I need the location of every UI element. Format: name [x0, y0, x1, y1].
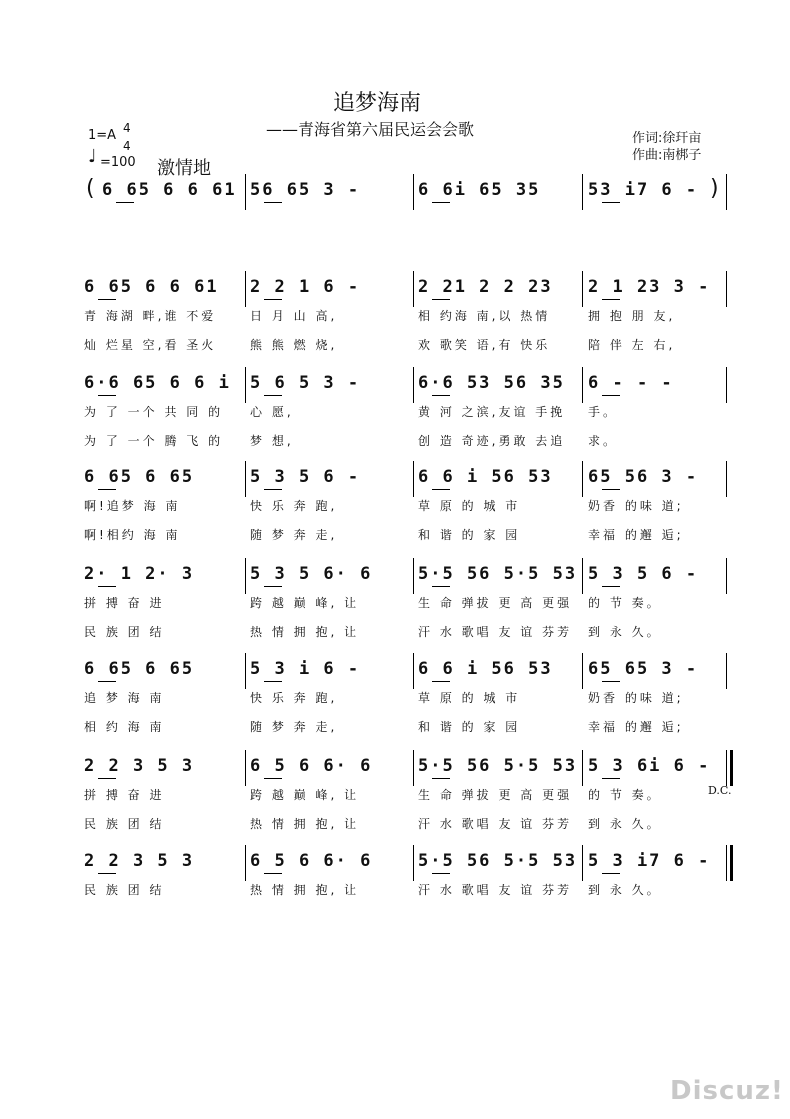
barline: [245, 845, 246, 881]
measure-notes: 65 65 3 -: [588, 659, 699, 679]
lyric-text: 民 族 团 结: [84, 817, 165, 831]
beam-underline: [432, 778, 450, 779]
measure-notes: 6 65 6 6 61: [84, 277, 219, 297]
beam-underline: [602, 586, 620, 587]
lyric-text: 生 命 弹拔 更 高 更强: [418, 788, 573, 802]
barline: [413, 558, 414, 594]
lyric-text: 拥 抱 朋 友,: [588, 309, 676, 323]
barline: [413, 174, 414, 210]
lyric-text: 手。: [588, 405, 619, 419]
beam-underline: [602, 873, 620, 874]
lyric-text: 热 情 拥 抱, 让: [250, 625, 360, 639]
measure-notes: 5·5 56 5·5 53: [418, 564, 578, 584]
barline: [726, 367, 727, 403]
barline: [726, 845, 727, 881]
quarter-note-icon: ♩: [88, 146, 97, 167]
barline: [413, 653, 414, 689]
measure-notes: 6 6 i 56 53: [418, 467, 553, 487]
measure-notes: 6 65 6 6 61: [102, 180, 237, 200]
notation-row: [0, 176, 790, 204]
barline: [245, 271, 246, 307]
beam-underline: [602, 299, 620, 300]
measure-notes: 2 21 2 2 23: [418, 277, 553, 297]
measure-notes: 56 65 3 -: [250, 180, 361, 200]
barline: [726, 750, 727, 786]
notation-row: [0, 277, 790, 352]
measure-notes: 5 3 6i 6 -: [588, 756, 711, 776]
lyric-text: 灿 烂星 空,看 圣火: [84, 338, 217, 352]
barline: [245, 653, 246, 689]
final-barline: [730, 750, 733, 786]
lyric-text: 熊 熊 燃 烧,: [250, 338, 338, 352]
lyric-text: 跨 越 巅 峰, 让: [250, 596, 360, 610]
beam-underline: [116, 202, 134, 203]
notation-row: [0, 851, 790, 897]
lyric-text: 梦 想,: [250, 434, 294, 448]
lyric-text: 热 情 拥 抱, 让: [250, 817, 360, 831]
measure-notes: 5 3 5 6 -: [588, 564, 699, 584]
lyric-text: 到 永 久。: [588, 817, 662, 831]
beam-underline: [98, 586, 116, 587]
lyric-text: 和 谐 的 家 园: [418, 528, 521, 542]
lyric-text: 汗 水 歌唱 友 谊 芬芳: [418, 625, 573, 639]
measure-notes: 5 6 5 3 -: [250, 373, 361, 393]
lyric-text: 欢 歌笑 语,有 快乐: [418, 338, 551, 352]
beam-underline: [432, 395, 450, 396]
beam-underline: [98, 778, 116, 779]
measure-notes: 65 56 3 -: [588, 467, 699, 487]
notation-row: [0, 756, 790, 831]
measure-notes: 5 3 i 6 -: [250, 659, 361, 679]
lyric-text: 求。: [588, 434, 619, 448]
lyric-text: 为 了 一个 共 同 的: [84, 405, 224, 419]
lyric-text: 相 约海 南,以 热情: [418, 309, 551, 323]
lyric-text: 民 族 团 结: [84, 883, 165, 897]
lyric-text: 青 海湖 畔,谁 不爱: [84, 309, 217, 323]
barline: [726, 558, 727, 594]
lyric-text: 的 节 奏。: [588, 596, 662, 610]
measure-notes: 6 65 6 65: [84, 467, 195, 487]
measure-notes: 6 65 6 65: [84, 659, 195, 679]
lyric-text: 陪 伴 左 右,: [588, 338, 676, 352]
barline: [413, 845, 414, 881]
notation-row: [0, 659, 790, 734]
barline: [582, 461, 583, 497]
beam-underline: [602, 681, 620, 682]
beam-underline: [602, 202, 620, 203]
beam-underline: [264, 681, 282, 682]
song-subtitle: ——青海省第六届民运会会歌: [266, 120, 475, 139]
barline: [413, 750, 414, 786]
tempo-marking: =100: [100, 155, 136, 170]
barline: [582, 367, 583, 403]
lyric-text: 的 节 奏。: [588, 788, 662, 802]
beam-underline: [98, 873, 116, 874]
time-signature-bottom: 4: [123, 139, 131, 153]
lyric-text: 幸福 的邂 逅;: [588, 720, 684, 734]
barline: [245, 558, 246, 594]
measure-notes: 2 1 23 3 -: [588, 277, 711, 297]
measure-notes: 2· 1 2· 3: [84, 564, 195, 584]
lyric-text: 日 月 山 高,: [250, 309, 338, 323]
notation-row: [0, 373, 790, 448]
measure-notes: 5 3 i7 6 -: [588, 851, 711, 871]
lyric-text: 黄 河 之滨,友谊 手挽: [418, 405, 566, 419]
measure-notes: 6 - - -: [588, 373, 674, 393]
beam-underline: [602, 778, 620, 779]
beam-underline: [98, 299, 116, 300]
lyric-text: 快 乐 奔 跑,: [250, 499, 338, 513]
expression-marking: 激情地: [157, 158, 211, 179]
barline: [245, 750, 246, 786]
measure-notes: 6 6i 65 35: [418, 180, 541, 200]
barline: [413, 271, 414, 307]
barline: [726, 653, 727, 689]
notation-row: [0, 564, 790, 639]
barline: [582, 174, 583, 210]
lyric-text: 到 永 久。: [588, 625, 662, 639]
beam-underline: [432, 299, 450, 300]
beam-underline: [432, 873, 450, 874]
barline: [726, 174, 727, 210]
song-title: 追梦海南: [333, 91, 422, 116]
lyric-text: 心 愿,: [250, 405, 294, 419]
beam-underline: [98, 489, 116, 490]
lyric-text: 汗 水 歌唱 友 谊 芬芳: [418, 883, 573, 897]
lyric-text: 幸福 的邂 逅;: [588, 528, 684, 542]
measure-notes: 6·6 53 56 35: [418, 373, 565, 393]
beam-underline: [602, 489, 620, 490]
measure-notes: 6·6 65 6 6 i: [84, 373, 231, 393]
measure-notes: 53 i7 6 -: [588, 180, 699, 200]
lyric-text: 快 乐 奔 跑,: [250, 691, 338, 705]
beam-underline: [264, 586, 282, 587]
beam-underline: [264, 778, 282, 779]
lyric-text: 为 了 一个 腾 飞 的: [84, 434, 224, 448]
lyric-text: 随 梦 奔 走,: [250, 528, 338, 542]
dc-marking: D.C.: [708, 784, 732, 797]
beam-underline: [264, 299, 282, 300]
lyric-text: 热 情 拥 抱, 让: [250, 883, 360, 897]
lyric-text: 到 永 久。: [588, 883, 662, 897]
measure-notes: 6 5 6 6· 6: [250, 756, 373, 776]
barline: [582, 845, 583, 881]
lyric-text: 草 原 的 城 市: [418, 691, 521, 705]
barline: [413, 367, 414, 403]
lyric-text: 和 谐 的 家 园: [418, 720, 521, 734]
lyric-text: 跨 越 巅 峰, 让: [250, 788, 360, 802]
beam-underline: [98, 681, 116, 682]
measure-notes: 6 6 i 56 53: [418, 659, 553, 679]
lyric-text: 拼 搏 奋 进: [84, 596, 165, 610]
beam-underline: [432, 489, 450, 490]
barline: [245, 174, 246, 210]
barline: [726, 461, 727, 497]
measure-notes: 2 2 3 5 3: [84, 851, 195, 871]
beam-underline: [432, 202, 450, 203]
lyric-text: 奶香 的味 道;: [588, 499, 684, 513]
lyric-text: 啊!相约 海 南: [84, 528, 181, 542]
lyric-text: 奶香 的味 道;: [588, 691, 684, 705]
watermark: Discuz!: [670, 1076, 784, 1106]
beam-underline: [264, 202, 282, 203]
beam-underline: [98, 395, 116, 396]
lyricist-credit: 作词:徐玕亩: [632, 131, 702, 146]
measure-notes: 5 3 5 6 -: [250, 467, 361, 487]
lyric-text: 创 造 奇迹,勇敢 去追: [418, 434, 566, 448]
lyric-text: 汗 水 歌唱 友 谊 芬芳: [418, 817, 573, 831]
measure-notes: 6 5 6 6· 6: [250, 851, 373, 871]
measure-notes: 5·5 56 5·5 53: [418, 851, 578, 871]
lyric-text: 追 梦 海 南: [84, 691, 165, 705]
beam-underline: [432, 681, 450, 682]
barline: [726, 271, 727, 307]
lyric-text: 草 原 的 城 市: [418, 499, 521, 513]
barline: [245, 367, 246, 403]
measure-notes: 5 3 5 6· 6: [250, 564, 373, 584]
composer-credit: 作曲:南梆子: [632, 148, 702, 163]
beam-underline: [264, 395, 282, 396]
lyric-text: 相 约 海 南: [84, 720, 165, 734]
beam-underline: [264, 873, 282, 874]
lyric-text: 随 梦 奔 走,: [250, 720, 338, 734]
barline: [245, 461, 246, 497]
beam-underline: [602, 395, 620, 396]
measure-notes: 5·5 56 5·5 53: [418, 756, 578, 776]
measure-notes: 2 2 1 6 -: [250, 277, 361, 297]
time-signature-top: 4: [123, 121, 131, 135]
key-signature: 1=A: [88, 128, 117, 143]
open-paren: (: [86, 176, 95, 201]
barline: [582, 750, 583, 786]
lyric-text: 生 命 弹拔 更 高 更强: [418, 596, 573, 610]
beam-underline: [264, 489, 282, 490]
final-barline: [730, 845, 733, 881]
barline: [582, 558, 583, 594]
close-paren: ): [710, 176, 719, 201]
barline: [582, 271, 583, 307]
beam-underline: [432, 586, 450, 587]
lyric-text: 啊!追梦 海 南: [84, 499, 181, 513]
barline: [413, 461, 414, 497]
barline: [582, 653, 583, 689]
lyric-text: 民 族 团 结: [84, 625, 165, 639]
lyric-text: 拼 搏 奋 进: [84, 788, 165, 802]
notation-row: [0, 467, 790, 542]
measure-notes: 2 2 3 5 3: [84, 756, 195, 776]
